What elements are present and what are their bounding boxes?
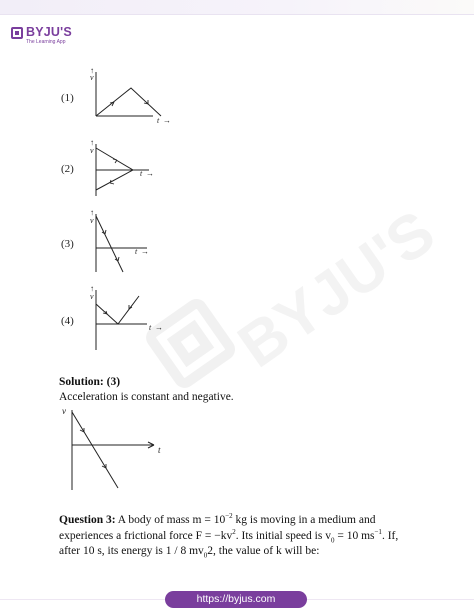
exponent: −2 xyxy=(225,512,233,521)
t-arrow-label: → xyxy=(155,323,163,332)
option-1-graph xyxy=(85,64,185,128)
header-divider xyxy=(0,14,474,15)
option-2-graph xyxy=(85,138,185,202)
question-text: = 10 ms xyxy=(334,529,375,542)
v-axis-label: v xyxy=(90,73,94,82)
v-arrow-label: ↑ xyxy=(90,138,94,147)
subscript: 0 xyxy=(330,535,335,544)
v-axis-label: v xyxy=(90,216,94,225)
solution-graph xyxy=(60,404,170,492)
t-arrow-label: → xyxy=(146,169,154,178)
question-label: Question 3: xyxy=(59,514,116,526)
t-arrow-label: → xyxy=(163,116,171,125)
byjus-logo[interactable] xyxy=(11,25,91,47)
question-text: . Its initial speed is v xyxy=(235,529,331,542)
t-axis-label: t xyxy=(149,323,152,332)
option-4-graph xyxy=(85,284,185,354)
v-arrow-label: ↑ xyxy=(90,66,94,75)
solution-title: Solution: (3) xyxy=(59,376,121,388)
solution-v-label: v xyxy=(62,406,66,416)
byjus-logo-icon xyxy=(11,27,23,39)
exponent: −1 xyxy=(374,527,382,536)
solution-text: Acceleration is constant and negative. xyxy=(59,391,234,403)
v-axis-label: v xyxy=(90,292,94,301)
question-text: A body of mass m = 10 xyxy=(115,514,226,526)
v-axis-label: v xyxy=(90,146,94,155)
exponent: 2 xyxy=(232,527,236,536)
question-text: 2, the value of k will be: xyxy=(207,545,320,557)
velocity-line xyxy=(72,412,118,488)
subscript: 0 xyxy=(203,551,208,560)
header-band xyxy=(0,0,474,14)
t-arrow-label: → xyxy=(141,247,149,256)
question-text: kg is moving in a medium and experiences a frictional force F = −kv xyxy=(59,514,376,542)
option-1-label: (1) xyxy=(61,92,74,104)
logo-wordmark: BYJU'S xyxy=(26,25,72,39)
option-4-label: (4) xyxy=(61,315,74,327)
footer-rule xyxy=(0,599,165,600)
question-3 xyxy=(59,513,419,560)
v-arrow-label: ↑ xyxy=(90,284,94,293)
logo-tagline: The Learning App xyxy=(26,39,66,45)
velocity-line xyxy=(96,88,161,116)
velocity-line xyxy=(96,216,123,272)
option-2-label: (2) xyxy=(61,163,74,175)
velocity-line xyxy=(96,296,139,324)
t-axis-label: t xyxy=(135,247,138,256)
option-3-graph xyxy=(85,208,185,278)
v-arrow-label: ↑ xyxy=(90,208,94,217)
t-axis-label: t xyxy=(157,116,160,125)
direction-arrow xyxy=(113,159,117,163)
option-3-label: (3) xyxy=(61,238,74,250)
solution-t-label: t xyxy=(158,445,161,455)
footer-rule xyxy=(307,599,474,600)
velocity-line xyxy=(96,148,133,190)
t-axis-label: t xyxy=(140,169,143,178)
footer-link[interactable]: https://byjus.com xyxy=(165,591,307,608)
question-text: . If, after 10 s, its energy is 1 / 8 mv xyxy=(59,529,399,557)
svg-text:BYJU'S: BYJU'S xyxy=(226,197,448,382)
